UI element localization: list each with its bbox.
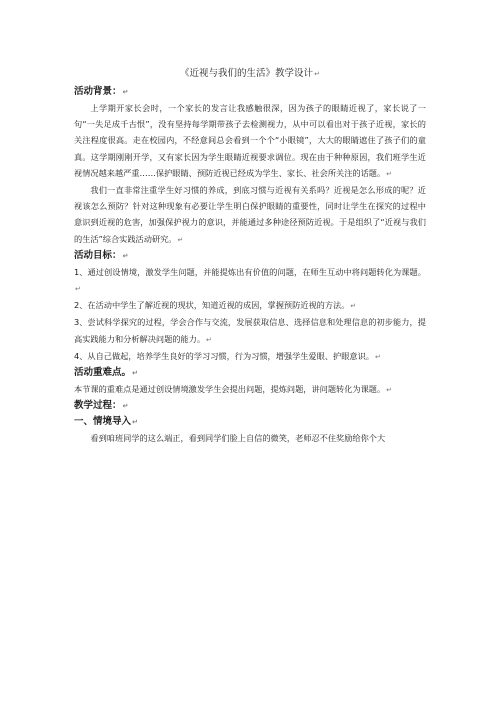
document-body bbox=[74, 67, 426, 446]
section-1-text: 看到咱班同学的这么端正，看到同学们脸上自信的微笑，老师忍不住奖励给你个大 bbox=[90, 433, 386, 444]
paragraph-mark: ↵ bbox=[350, 302, 357, 311]
background-paragraph-2: 我们一直非常注重学生好习惯的养成，到底习惯与近视有关系吗？近视是怎么形成的呢？近视该怎么预防？针对这种现象有必要让学生明白保护眼睛的重要性，同时让学生在探究的过程中意识到近视的危害，加强保护视力的意识，并能通过多种途径预防近视。于是组织了“近视与我们的生活”综合实践活动研究。↵ bbox=[74, 185, 426, 244]
heading-section-1: 一、情境导入↵ bbox=[74, 416, 138, 428]
paragraph-mark: ↵ bbox=[122, 402, 129, 411]
paragraph-mark: ↵ bbox=[75, 285, 81, 294]
heading-goals: 活动目标：↵ bbox=[74, 249, 129, 261]
goal-item-1: 1、通过创设情境，激发学生问题，并能提炼出有价值的问题，在师生互动中将问题转化为课题。↵ bbox=[74, 266, 426, 294]
paragraph-mark: ↵ bbox=[374, 352, 381, 361]
heading-background: 活动背景：↵ bbox=[74, 86, 129, 97]
paragraph-mark: ↵ bbox=[132, 418, 138, 427]
paragraph-mark: ↵ bbox=[386, 386, 393, 395]
heading-process: 教学过程：↵ bbox=[74, 400, 129, 412]
heading-key-points: 活动重难点。↵ bbox=[74, 367, 138, 379]
paragraph-mark: ↵ bbox=[177, 235, 184, 244]
key-points-text: 本节课的重难点是通过创设情境激发学生会提出问题，提炼问题，讲问题转化为课题。↵ bbox=[74, 384, 393, 395]
paragraph-mark: ↵ bbox=[132, 369, 138, 378]
goal-item-4: 4、从自己做起，培养学生良好的学习习惯，行为习惯，增强学生爱眼、护眼意识。↵ bbox=[74, 350, 381, 361]
goal-item-2: 2、在活动中学生了解近视的现状，知道近视的成因，掌握预防近视的方法。↵ bbox=[74, 300, 357, 311]
goal-item-3: 3、尝试科学探究的过程，学会合作与交流，发展获取信息、选择信息和处理信息的初步能力，提高实践能力和分析解决问题的能力。↵ bbox=[74, 317, 426, 344]
paragraph-mark: ↵ bbox=[386, 169, 393, 178]
paragraph-mark: ↵ bbox=[122, 88, 129, 96]
paragraph-mark: ↵ bbox=[206, 335, 212, 344]
document-title: 《近视与我们的生活》教学设计↵ bbox=[180, 68, 320, 79]
paragraph-mark: ↵ bbox=[314, 70, 320, 78]
paragraph-mark: ↵ bbox=[122, 251, 129, 260]
background-paragraph-1: 上学期开家长会时，一个家长的发言让我感触很深，因为孩子的眼睛近视了，家长说了一句“一失足成千古恨”，没有坚持每学期带孩子去检测视力，从中可以看出对于孩子近视，家长的关注程度很高。走在校园内，不经意间总会看到一个个“小眼镜”，大大的眼睛遮住了孩子们的童真。这学期刚刚开学，又有家长因为学生眼睛近视要求调位。现在由于种种原因，我们班学生近视情况越来越严重……保护眼睛、预防近视已经成为学生、家长、社会所关注的话题。↵ bbox=[74, 103, 426, 178]
